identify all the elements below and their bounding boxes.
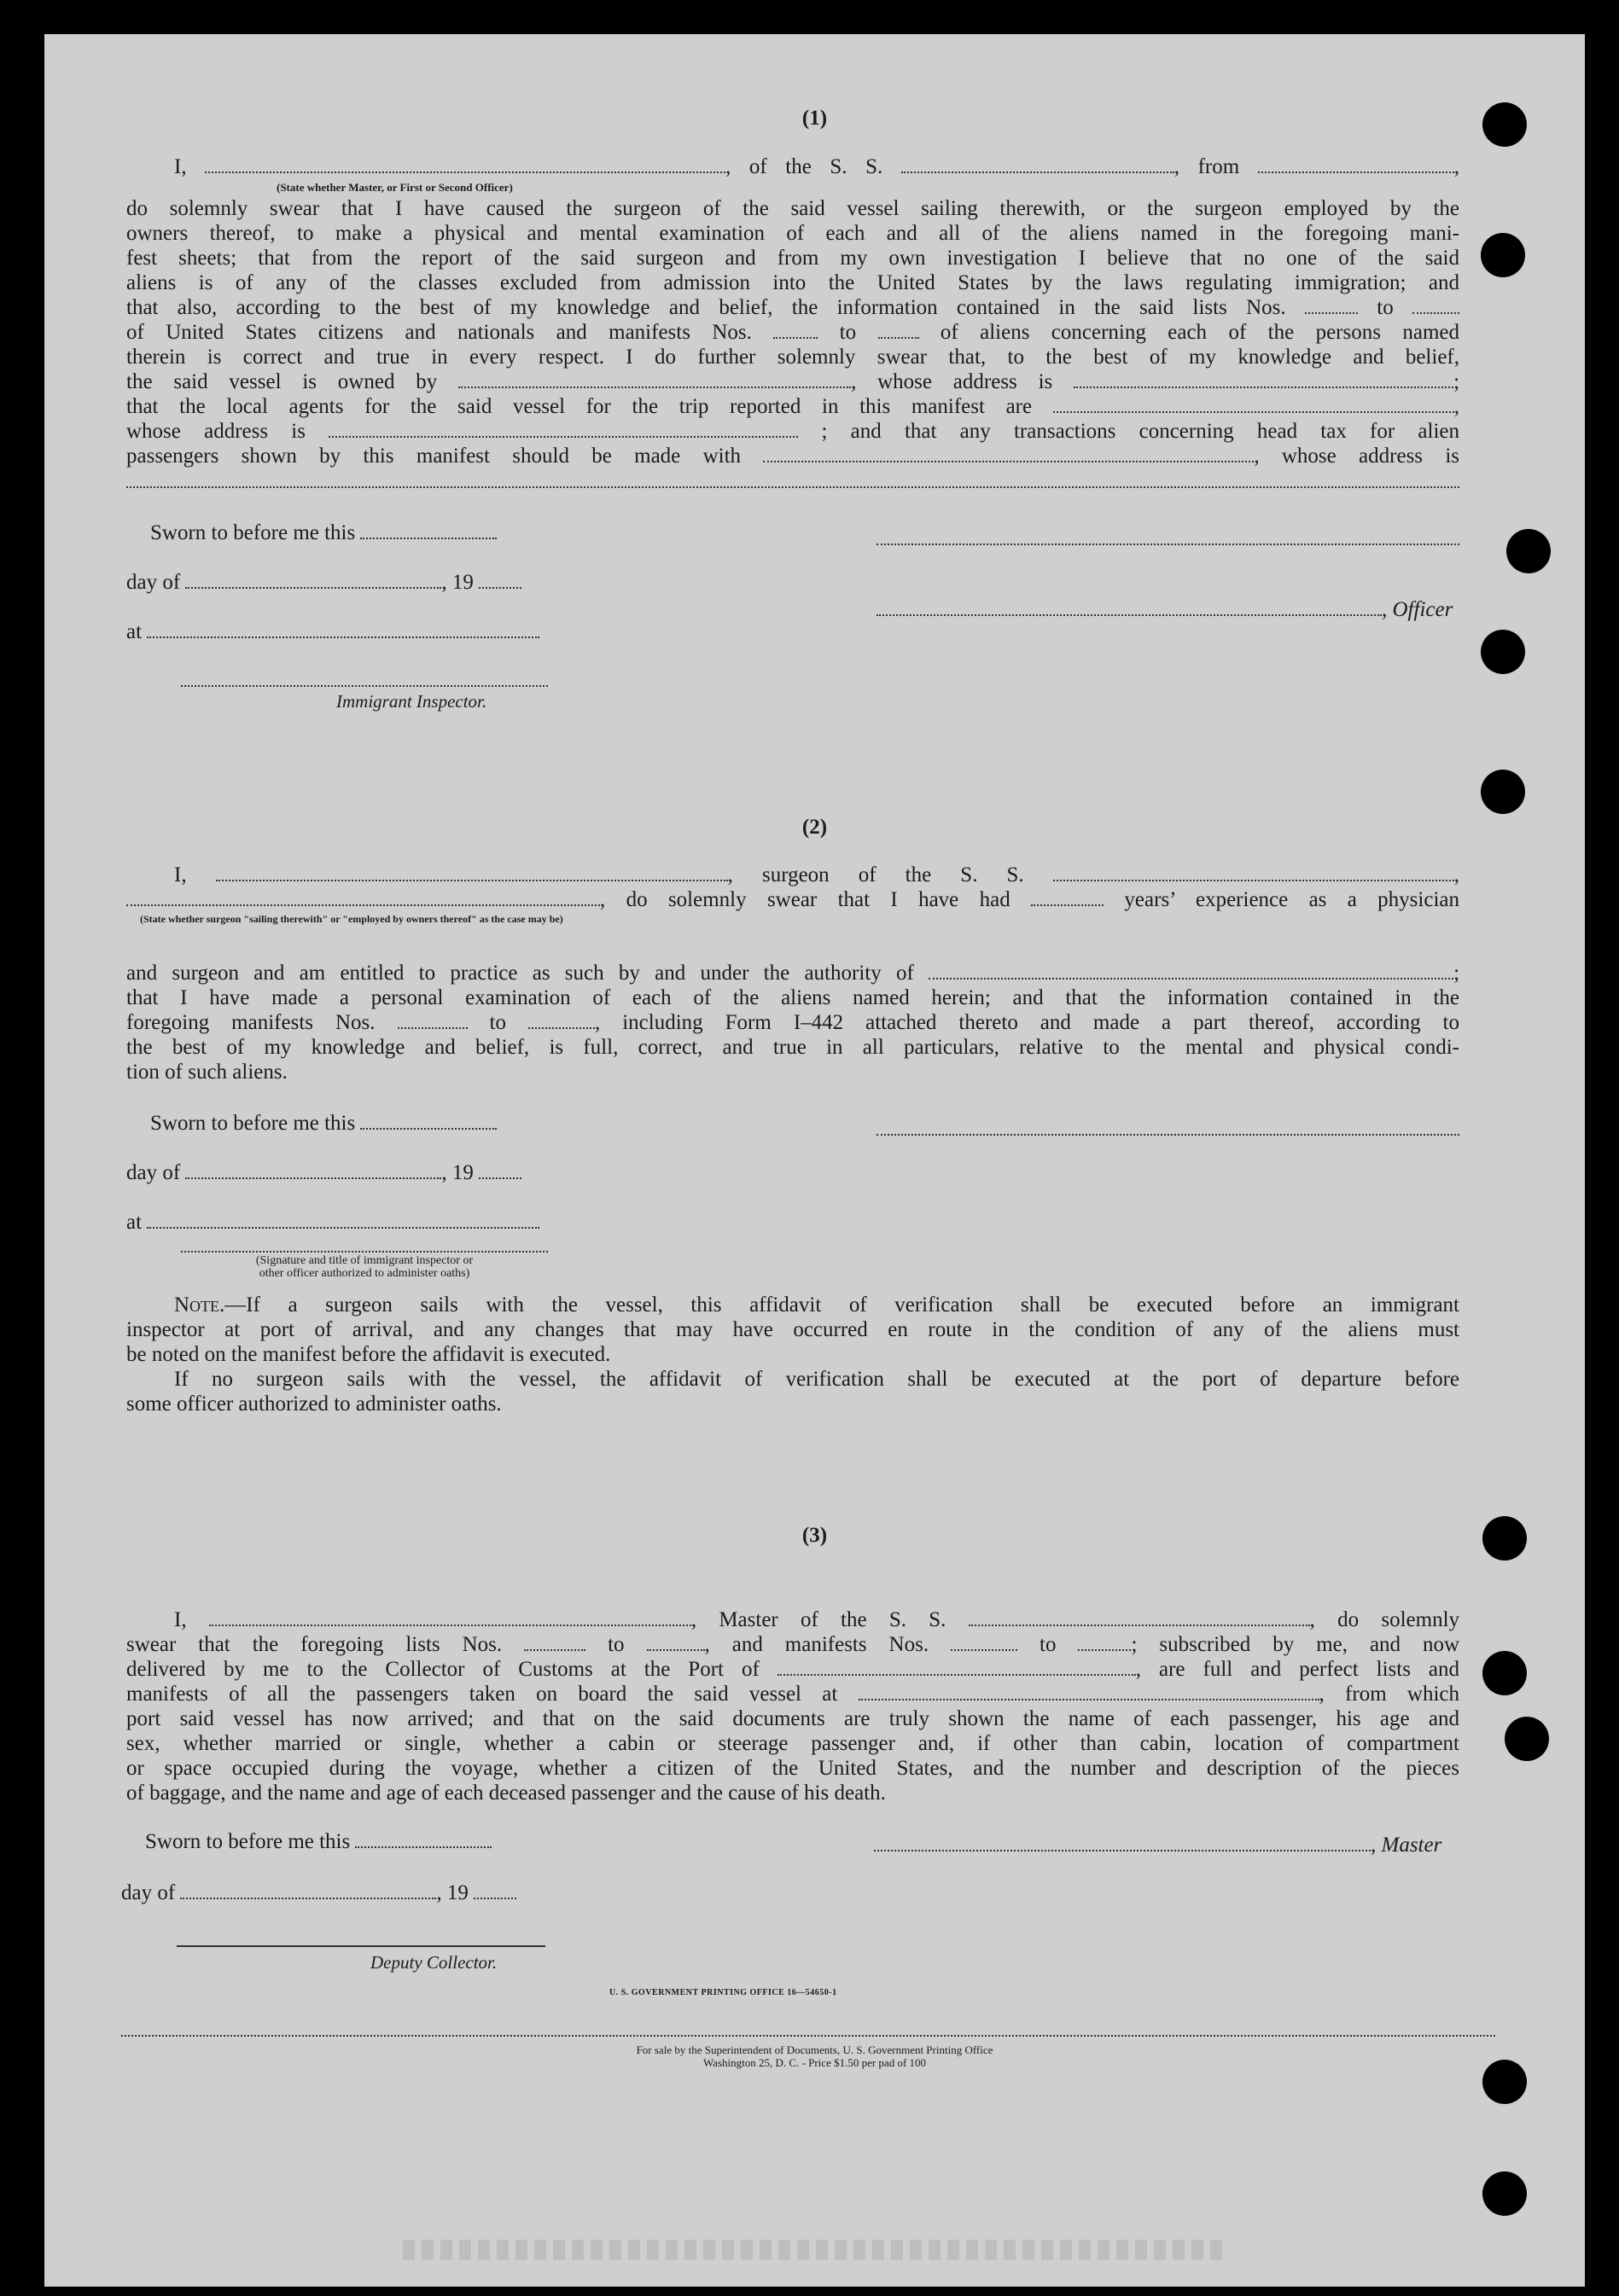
years-experience-field[interactable] [1031, 889, 1104, 906]
surgeon-name-field[interactable] [216, 864, 728, 881]
s3-line-4: manifests of all the passengers taken on board the said vessel at , from which [126, 1683, 1459, 1706]
s1-sworn-day-field[interactable] [360, 522, 497, 539]
deputy-collector-label: Deputy Collector. [370, 1952, 498, 1973]
sale-notice-1: For sale by the Superintendent of Documents, U. S. Government Printing Office [636, 2043, 993, 2056]
s1-officer-signature-line-1[interactable] [876, 543, 1459, 545]
head-tax-contact-field[interactable] [763, 445, 1254, 462]
section-2-number: (2) [801, 816, 828, 839]
bleed-through-marks [403, 2240, 1222, 2260]
licensing-authority-field[interactable] [929, 962, 1453, 979]
s1-para-7: therein is correct and true in every respect. I do further solemnly swear that, to the best of my knowledge and belief, [126, 346, 1459, 369]
s2-month-field[interactable] [185, 1162, 441, 1179]
s1-para-8: the said vessel is owned by , whose address is ; [126, 370, 1460, 393]
section-3-number: (3) [801, 1524, 828, 1547]
binder-hole [1482, 1651, 1527, 1695]
binder-hole [1482, 1516, 1527, 1561]
s2-manifests-from-field[interactable] [398, 1012, 468, 1029]
s1-para-2: owners thereof, to make a physical and mental examination of each and all of the aliens named in the foregoing mani- [126, 222, 1459, 245]
s2-day-of-label: day of , 19 [126, 1160, 521, 1186]
s3-para-8: of baggage, and the name and age of each deceased passenger and the cause of his death. [126, 1782, 886, 1805]
s2-manifests-to-field[interactable] [528, 1012, 595, 1029]
s1-at-label: at [126, 619, 539, 645]
officer-name-field[interactable] [205, 156, 725, 173]
agents-address-field[interactable] [329, 421, 798, 438]
s1-line-1: I, , of the S. S. , from , [174, 155, 1459, 178]
s2-para-3: and surgeon and am entitled to practice as such by and under the authority of ; [126, 962, 1460, 985]
from-port-field[interactable] [1258, 156, 1454, 173]
note-label: Note. [174, 1293, 225, 1317]
binder-hole [1481, 233, 1525, 277]
s2-vessel-field[interactable] [1053, 864, 1454, 881]
s1-inspector-signature-line[interactable] [181, 685, 548, 687]
s2-at-label: at [126, 1210, 539, 1235]
binder-hole [1482, 102, 1527, 147]
s2-note-5: some officer authorized to administer oaths. [126, 1392, 502, 1415]
gpo-imprint: U. S. GOVERNMENT PRINTING OFFICE 16—54650-1 [609, 1988, 837, 1997]
s3-line-1: I, , Master of the S. S. , do solemnly [174, 1608, 1460, 1631]
lists-from-field[interactable] [1305, 297, 1358, 314]
master-name-field[interactable] [209, 1609, 691, 1626]
surgeon-signature-line[interactable] [876, 1134, 1459, 1136]
s3-para-6: sex, whether married or single, whether a cabin or steerage passenger and, if other than cabin, location of compartment [126, 1732, 1459, 1755]
s3-month-field[interactable] [180, 1882, 436, 1899]
local-agents-field[interactable] [1053, 396, 1454, 413]
owner-field[interactable] [458, 371, 851, 388]
s1-at-place-field[interactable] [147, 621, 539, 638]
s2-sworn-day-field[interactable] [360, 1113, 497, 1130]
s3-lists-from-field[interactable] [524, 1634, 585, 1651]
s3-master-line: , Master [874, 1833, 1441, 1858]
s3-line-2: swear that the foregoing lists Nos. to , and manifests Nos. to ; subscribed by me, and now [126, 1633, 1460, 1656]
deputy-collector-signature-line[interactable] [177, 1945, 545, 1947]
boarding-port-field[interactable] [859, 1683, 1319, 1700]
s1-year-field[interactable] [479, 572, 521, 589]
s1-para-10: whose address is ; and that any transactions concerning head tax for alien [126, 420, 1460, 443]
s1-para-3: fest sheets; that from the report of the said surgeon and from my own investigation I believe that no one of the said [126, 247, 1459, 270]
s1-officer-line: , Officer [876, 597, 1453, 623]
s2-para-5: foregoing manifests Nos. to , including Form I–442 attached thereto and made a part thereof, according to [126, 1011, 1460, 1034]
surgeon-status-note: (State whether surgeon "sailing therewith" or "employed by owners thereof" as the case may be) [140, 913, 563, 925]
s2-para-4: that I have made a personal examination of each of the aliens named herein; and that the information contained in the [126, 986, 1459, 1009]
s3-day-of-label: day of , 19 [121, 1880, 516, 1906]
binder-hole [1481, 630, 1525, 674]
s2-para-7: tion of such aliens. [126, 1061, 288, 1084]
vessel-name-field[interactable] [901, 156, 1174, 173]
s2-signature-caption-2: other officer authorized to administer oaths) [259, 1267, 470, 1280]
binder-hole [1505, 1717, 1549, 1761]
s2-note-1: Note.—If a surgeon sails with the vessel, this affidavit of verification shall be executed before an immigrant [174, 1293, 1459, 1317]
s3-year-field[interactable] [474, 1882, 516, 1899]
s1-para-5: that also, according to the best of my knowledge and belief, the information contained in the said lists Nos. to [126, 295, 1459, 321]
s3-sworn-day-field[interactable] [355, 1831, 492, 1848]
s2-para-6: the best of my knowledge and belief, is full, correct, and true in all particulars, relative to the mental and physical condi- [126, 1036, 1459, 1059]
s1-day-of-label: day of , 19 [126, 570, 521, 596]
s1-officer-signature-field[interactable] [876, 599, 1382, 616]
s2-note-2: inspector at port of arrival, and any changes that may have occurred en route in the condition of any of the aliens must [126, 1318, 1459, 1341]
s2-note-3: be noted on the manifest before the affidavit is executed. [126, 1343, 611, 1366]
binder-hole [1482, 2171, 1527, 2216]
s2-line-2: , do solemnly swear that I have had years’ experience as a physician [126, 887, 1459, 913]
s3-sworn-label: Sworn to before me this [145, 1829, 492, 1855]
s2-at-place-field[interactable] [147, 1212, 539, 1229]
s1-para-4: aliens is of any of the classes excluded from admission into the United States by the laws regulating immigration; and [126, 271, 1459, 294]
s3-vessel-field[interactable] [969, 1609, 1310, 1626]
form-sheet [44, 34, 1585, 2287]
s2-sworn-label: Sworn to before me this [150, 1111, 497, 1136]
immigrant-inspector-label: Immigrant Inspector. [336, 691, 487, 712]
master-signature-field[interactable] [874, 1834, 1371, 1851]
section-1-number: (1) [801, 107, 828, 130]
s3-manifests-from-field[interactable] [951, 1634, 1017, 1651]
lists-to-field[interactable] [1412, 297, 1459, 314]
s1-para-1: do solemnly swear that I have caused the surgeon of the said vessel sailing therewith, or the surgeon employed by the [126, 197, 1459, 220]
binder-hole [1482, 2060, 1527, 2104]
s1-sworn-label: Sworn to before me this [150, 520, 497, 546]
s3-manifests-to-field[interactable] [1078, 1634, 1131, 1651]
footer-divider [121, 2035, 1495, 2037]
port-field[interactable] [777, 1659, 1136, 1676]
s2-line-1: I, , surgeon of the S. S. , [174, 863, 1459, 886]
s3-line-3: delivered by me to the Collector of Customs at the Port of , are full and perfect lists and [126, 1658, 1460, 1681]
owner-address-field[interactable] [1074, 371, 1453, 388]
s2-year-field[interactable] [479, 1162, 521, 1179]
manifests-from-field[interactable] [773, 322, 818, 339]
officer-rank-note: (State whether Master, or First or Second Officer) [277, 181, 513, 194]
s2-note-4: If no surgeon sails with the vessel, the affidavit of verification shall be executed at the port of departure before [174, 1368, 1459, 1391]
s3-para-7: or space occupied during the voyage, whether a citizen of the United States, and the number and description of the pieces [126, 1757, 1459, 1780]
s3-lists-to-field[interactable] [647, 1634, 705, 1651]
manifests-to-field[interactable] [878, 322, 919, 339]
binder-hole [1506, 529, 1551, 573]
s1-month-field[interactable] [185, 572, 441, 589]
s3-para-5: port said vessel has now arrived; and that on the said documents are truly shown the name of each passenger, his age and [126, 1707, 1459, 1730]
s1-para-11: passengers shown by this manifest should be made with , whose address is [126, 445, 1459, 468]
s2-inspector-signature-line[interactable] [181, 1251, 548, 1253]
s1-para-9: that the local agents for the said vessel for the trip reported in this manifest are , [126, 395, 1460, 418]
sale-notice-2: Washington 25, D. C. - Price $1.50 per pad of 100 [702, 2056, 927, 2069]
binder-hole [1481, 770, 1525, 814]
surgeon-status-field[interactable] [126, 889, 600, 906]
head-tax-address-field[interactable] [126, 486, 1459, 488]
s1-para-6: of United States citizens and nationals and manifests Nos. to of aliens concerning each of the persons named [126, 321, 1459, 344]
s2-signature-caption-1: (Signature and title of immigrant inspector or [255, 1254, 474, 1267]
